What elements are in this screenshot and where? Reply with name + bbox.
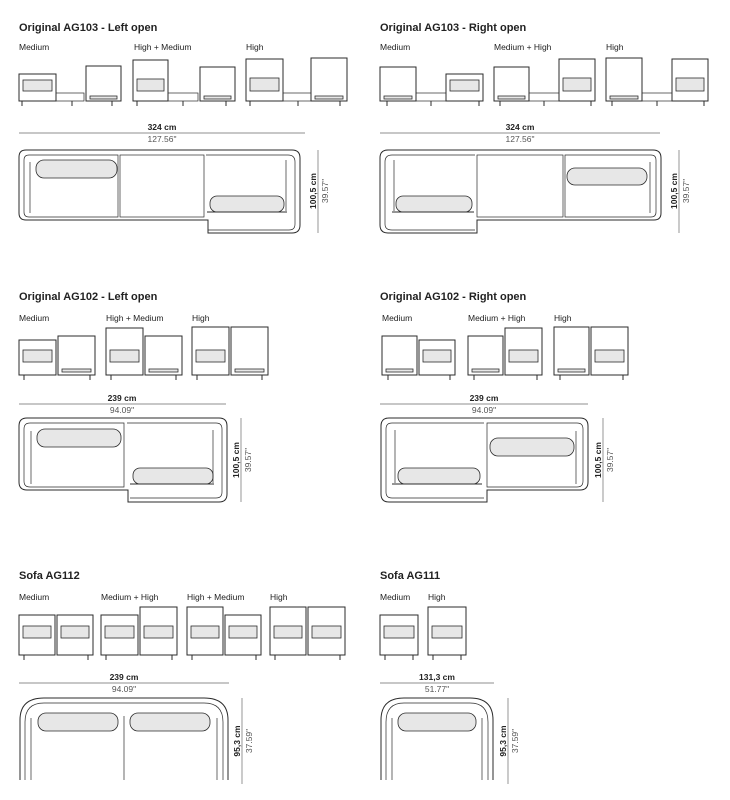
width-dimension <box>380 122 660 144</box>
variant-label: High <box>270 592 288 602</box>
variant-label: Medium <box>382 313 413 323</box>
front-elevation <box>380 58 708 106</box>
width-cm-label: 239 cm <box>109 672 139 682</box>
top-view-plan <box>380 150 661 233</box>
width-cm-label: 131,3 cm <box>419 672 455 682</box>
panel-ag103-left-open <box>19 22 347 233</box>
front-elevation <box>19 58 347 106</box>
panel-title: Original AG102 - Left open <box>19 291 158 303</box>
panel-ag102-right-open <box>380 291 628 502</box>
variant-label: Medium <box>19 313 50 323</box>
width-in-label: 127.56" <box>505 134 535 144</box>
depth-cm-label: 100,5 cm <box>231 442 241 478</box>
variant-label: High <box>554 313 572 323</box>
front-elevation <box>19 327 268 380</box>
panel-ag102-left-open <box>19 291 268 502</box>
variant-label: Medium <box>19 42 50 52</box>
front-elevation <box>19 607 345 660</box>
depth-in-label: 39.57" <box>605 447 615 473</box>
depth-cm-label: 100,5 cm <box>669 173 679 209</box>
panel-title: Sofa AG111 <box>380 570 441 582</box>
width-dimension <box>19 393 226 415</box>
depth-cm-label: 100,5 cm <box>308 173 318 209</box>
width-dimension <box>380 393 588 415</box>
variant-label: High <box>606 42 624 52</box>
variant-label: Medium + High <box>494 42 552 52</box>
variant-label: Medium <box>380 592 411 602</box>
depth-in-label: 37.59" <box>244 728 254 754</box>
depth-cm-label: 95,3 cm <box>498 725 508 757</box>
variant-label: High + Medium <box>187 592 245 602</box>
depth-in-label: 39.57" <box>681 178 691 204</box>
width-in-label: 94.09" <box>471 405 497 415</box>
width-in-label: 94.09" <box>109 405 135 415</box>
variant-label: Medium + High <box>468 313 526 323</box>
width-dimension <box>19 672 229 694</box>
width-dimension <box>19 122 305 144</box>
panel-ag103-right-open <box>380 22 708 233</box>
width-cm-label: 239 cm <box>107 393 137 403</box>
depth-in-label: 37.59" <box>510 728 520 754</box>
top-view-plan <box>381 418 588 502</box>
width-in-label: 127.56" <box>147 134 177 144</box>
panel-sofa-ag111 <box>380 570 520 784</box>
depth-cm-label: 95,3 cm <box>232 725 242 757</box>
depth-dimension <box>593 418 615 502</box>
variant-label: High + Medium <box>134 42 192 52</box>
panel-sofa-ag112 <box>19 570 345 784</box>
variant-label: Medium + High <box>101 592 159 602</box>
top-view-plan <box>19 150 300 233</box>
variant-label: Medium <box>380 42 411 52</box>
variant-label: High + Medium <box>106 313 164 323</box>
panel-title: Sofa AG112 <box>19 570 80 582</box>
variant-label: High <box>428 592 446 602</box>
front-elevation <box>382 327 628 380</box>
panel-title: Original AG102 - Right open <box>380 291 527 303</box>
width-cm-label: 324 cm <box>147 122 177 132</box>
width-cm-label: 239 cm <box>469 393 499 403</box>
depth-in-label: 39.57" <box>320 178 330 204</box>
width-dimension <box>380 672 494 694</box>
depth-dimension <box>669 150 691 233</box>
depth-in-label: 39.57" <box>243 447 253 473</box>
variant-label: High <box>192 313 210 323</box>
width-in-label: 51.77" <box>424 684 450 694</box>
panel-title: Original AG103 - Left open <box>19 22 158 34</box>
width-cm-label: 324 cm <box>505 122 535 132</box>
depth-cm-label: 100,5 cm <box>593 442 603 478</box>
top-view-plan <box>381 698 493 780</box>
variant-label: High <box>246 42 264 52</box>
top-view-plan <box>19 418 227 502</box>
front-elevation <box>380 607 466 660</box>
depth-dimension <box>308 150 330 233</box>
top-view-plan <box>20 698 228 780</box>
panel-title: Original AG103 - Right open <box>380 22 527 34</box>
depth-dimension <box>498 698 520 784</box>
depth-dimension <box>232 698 254 784</box>
width-in-label: 94.09" <box>111 684 137 694</box>
depth-dimension <box>231 418 253 502</box>
variant-label: Medium <box>19 592 50 602</box>
